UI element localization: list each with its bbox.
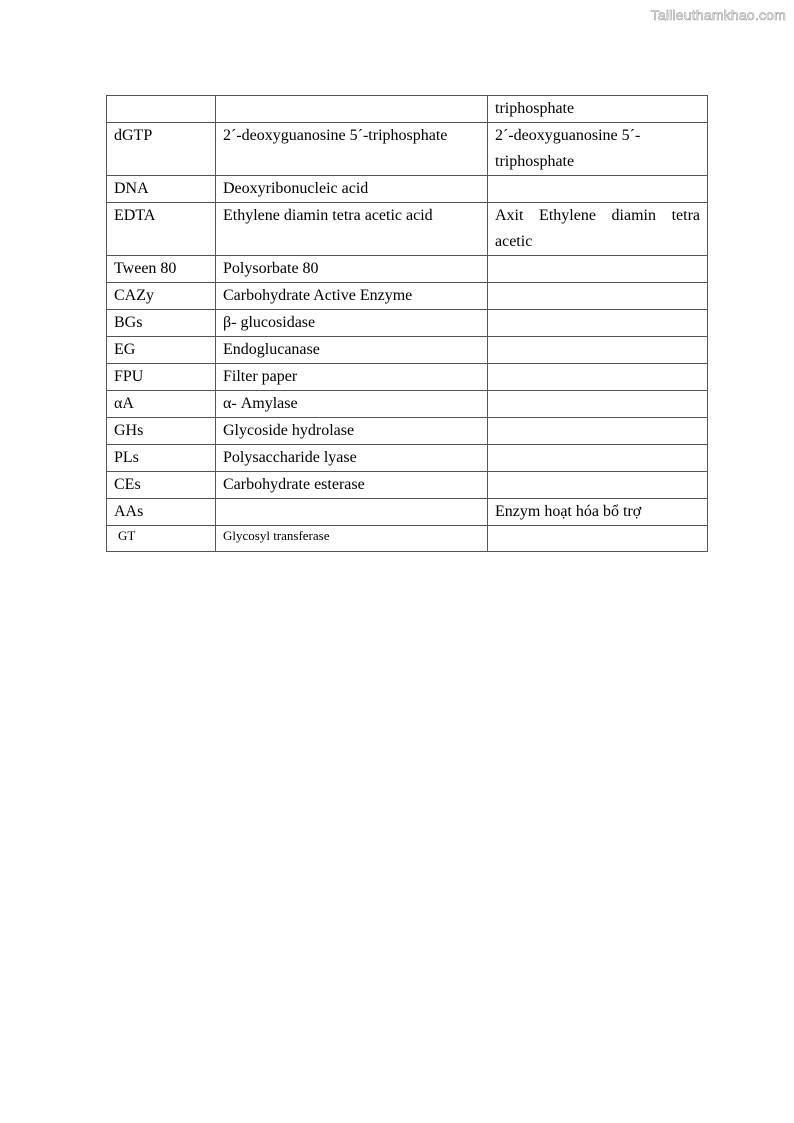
watermark-text: Tailieuthamkhao.com bbox=[650, 7, 786, 23]
abbreviation-table bbox=[106, 95, 708, 552]
abbr-cell: dGTP bbox=[107, 123, 216, 176]
full-name-cell bbox=[216, 499, 488, 526]
table-row bbox=[107, 499, 708, 526]
abbr-cell bbox=[107, 96, 216, 123]
table-row bbox=[107, 445, 708, 472]
note-cell bbox=[488, 418, 708, 445]
table-row bbox=[107, 96, 708, 123]
table-row bbox=[107, 418, 708, 445]
full-name-cell: Carbohydrate Active Enzyme bbox=[216, 283, 488, 310]
note-cell bbox=[488, 364, 708, 391]
note-cell: triphosphate bbox=[488, 96, 708, 123]
full-name-cell: Deoxyribonucleic acid bbox=[216, 176, 488, 203]
abbr-cell: PLs bbox=[107, 445, 216, 472]
note-cell bbox=[488, 176, 708, 203]
abbr-cell: CAZy bbox=[107, 283, 216, 310]
table-row bbox=[107, 526, 708, 552]
abbr-cell: DNA bbox=[107, 176, 216, 203]
abbr-cell: BGs bbox=[107, 310, 216, 337]
note-cell bbox=[488, 310, 708, 337]
full-name-cell bbox=[216, 96, 488, 123]
note-cell bbox=[488, 391, 708, 418]
table-row bbox=[107, 176, 708, 203]
full-name-cell: Filter paper bbox=[216, 364, 488, 391]
abbr-cell: EG bbox=[107, 337, 216, 364]
table-row bbox=[107, 364, 708, 391]
full-name-cell: α- Amylase bbox=[216, 391, 488, 418]
full-name-cell: 2´-deoxyguanosine 5´-triphosphate bbox=[216, 123, 488, 176]
full-name-cell: Carbohydrate esterase bbox=[216, 472, 488, 499]
table-row bbox=[107, 310, 708, 337]
abbr-cell: CEs bbox=[107, 472, 216, 499]
table-row bbox=[107, 203, 708, 256]
full-name-cell: Glycosyl transferase bbox=[216, 526, 488, 552]
abbr-cell: AAs bbox=[107, 499, 216, 526]
note-cell bbox=[488, 445, 708, 472]
table-row bbox=[107, 283, 708, 310]
note-cell bbox=[488, 337, 708, 364]
abbr-cell: Tween 80 bbox=[107, 256, 216, 283]
abbr-cell: EDTA bbox=[107, 203, 216, 256]
note-cell: Axit Ethylene diamin tetra acetic bbox=[488, 203, 708, 256]
table-row bbox=[107, 256, 708, 283]
table-row bbox=[107, 337, 708, 364]
full-name-cell: Polysorbate 80 bbox=[216, 256, 488, 283]
note-cell bbox=[488, 256, 708, 283]
abbr-cell: GHs bbox=[107, 418, 216, 445]
table-row bbox=[107, 472, 708, 499]
full-name-cell: Ethylene diamin tetra acetic acid bbox=[216, 203, 488, 256]
note-cell bbox=[488, 526, 708, 552]
table-row bbox=[107, 123, 708, 176]
full-name-cell: Glycoside hydrolase bbox=[216, 418, 488, 445]
full-name-cell: Polysaccharide lyase bbox=[216, 445, 488, 472]
table-row bbox=[107, 391, 708, 418]
abbr-cell: GT bbox=[107, 526, 216, 552]
note-cell: 2´-deoxyguanosine 5´-triphosphate bbox=[488, 123, 708, 176]
full-name-cell: β- glucosidase bbox=[216, 310, 488, 337]
full-name-cell: Endoglucanase bbox=[216, 337, 488, 364]
note-cell bbox=[488, 472, 708, 499]
abbr-cell: FPU bbox=[107, 364, 216, 391]
note-cell bbox=[488, 283, 708, 310]
note-cell: Enzym hoạt hóa bổ trợ bbox=[488, 499, 708, 526]
abbr-cell: αA bbox=[107, 391, 216, 418]
